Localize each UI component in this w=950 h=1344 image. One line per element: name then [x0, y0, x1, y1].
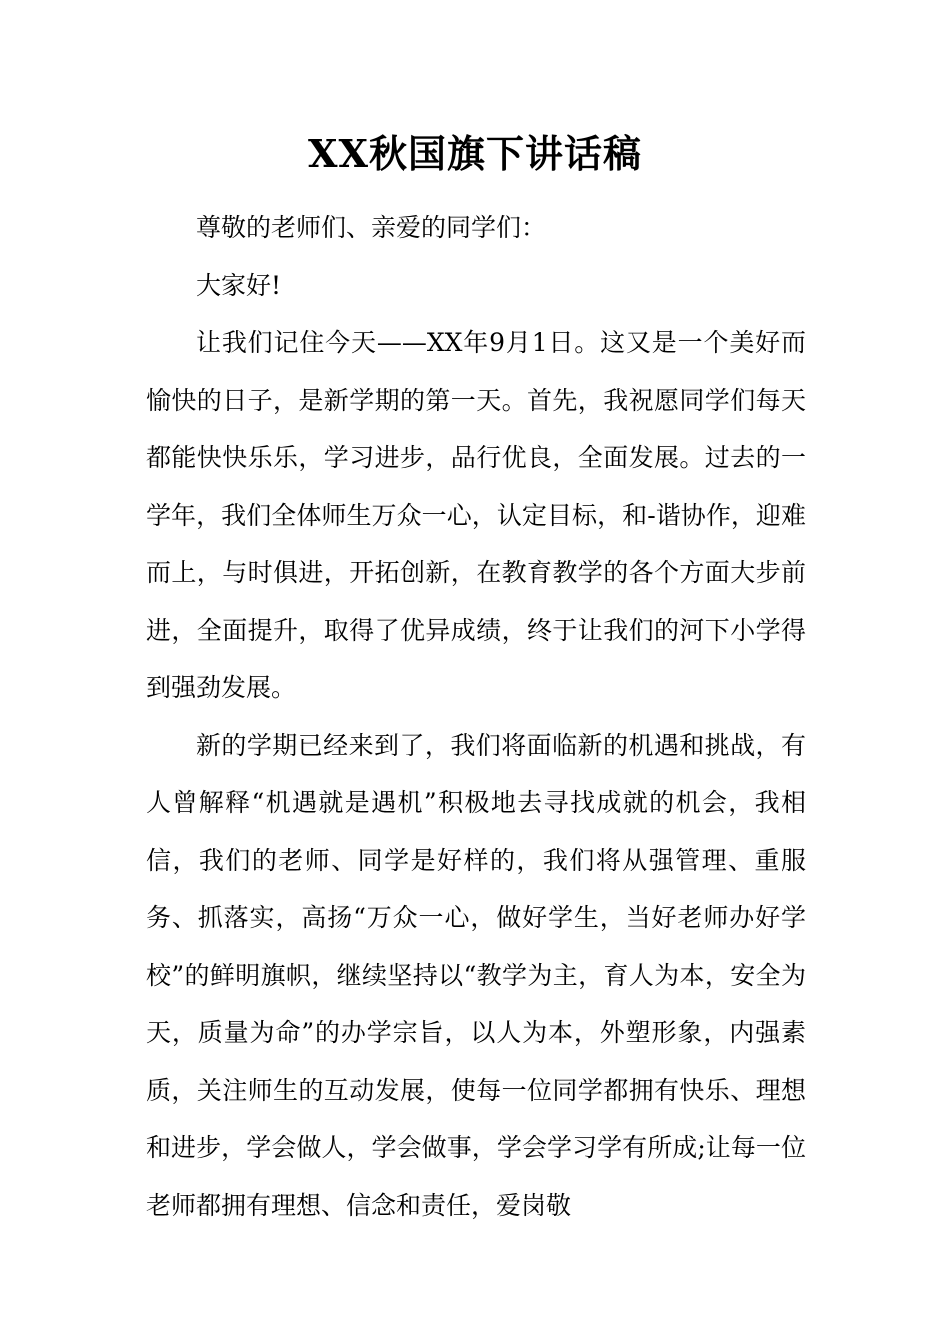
body-paragraph-2: 新的学期已经来到了，我们将面临新的机遇和挑战，有人曾解释“机遇就是遇机”积极地去寻找成就的机会，我相信，我们的老师、同学是好样的，我们将从强管理、重服务、抓落实，高扬“万众一心，做好学生，当好老师办好学校”的鲜明旗帜，继续坚持以“教学为主，育人为本，安全为天，质量为命”的办学宗旨，以人为本，外塑形象，内强素质，关注师生的互动发展，使每一位同学都拥有快乐、理想和进步，学会做人，学会做事，学会学习学有所成;让每一位老师都拥有理想、信念和责任，爱岗敬	[146, 730, 806, 1220]
salutation-paragraph: 尊敬的老师们、亲爱的同学们：	[196, 213, 547, 242]
document-body	[146, 199, 806, 1234]
body-paragraph-1: 让我们记住今天——XX年9月1日。这又是一个美好而愉快的日子，是新学期的第一天。首先，我祝愿同学们每天都能快快乐乐，学习进步，品行优良，全面发展。过去的一学年，我们全体师生万众一心，认定目标，和-谐协作，迎难而上，与时俱进，开拓创新，在教育教学的各个方面大步前进，全面提升，取得了优异成绩，终于让我们的河下小学得到强劲发展。	[146, 328, 806, 702]
greeting-paragraph: 大家好!	[196, 270, 282, 300]
document-title: XX秋国旗下讲话稿	[308, 131, 642, 176]
